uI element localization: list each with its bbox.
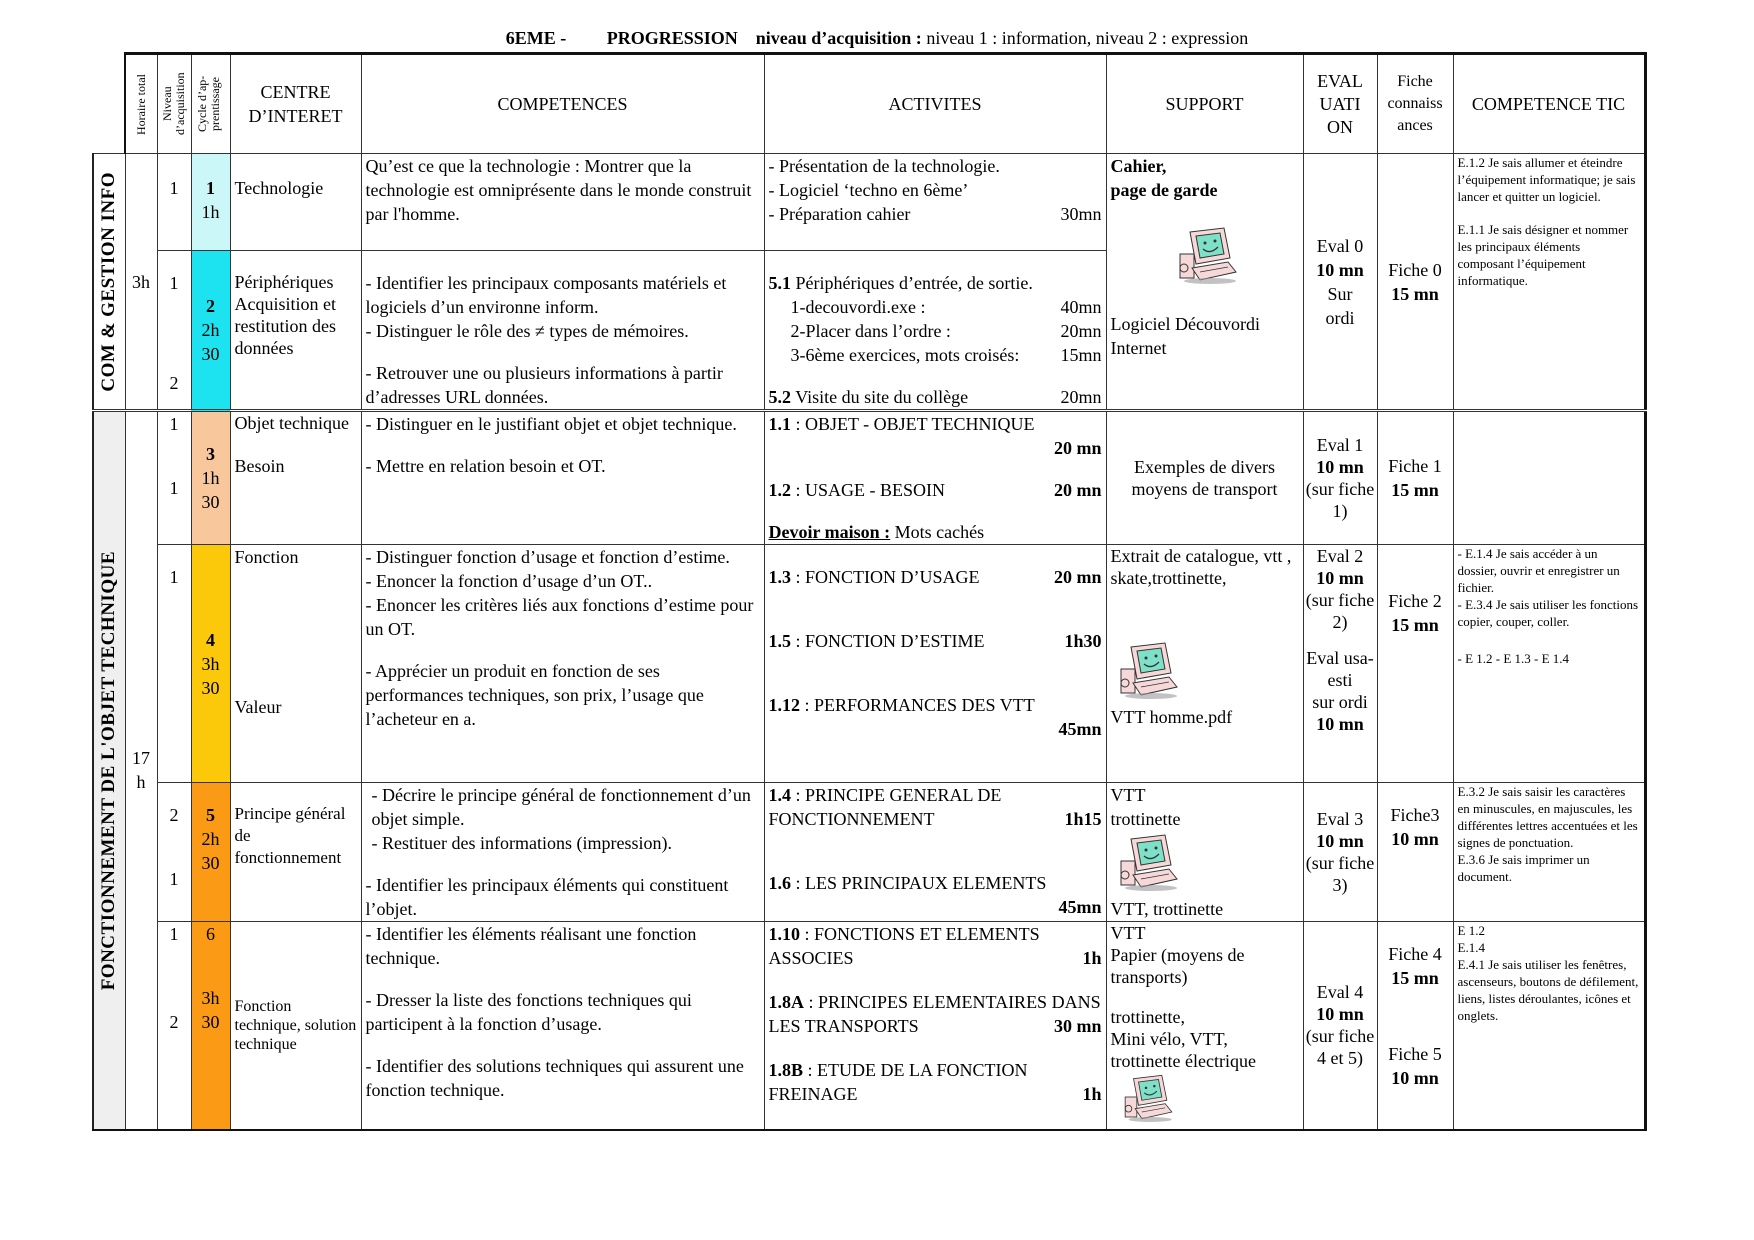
support-cell: VTT trottinette VTT, trottinette — [1106, 783, 1303, 922]
tic-cell: - E.1.4 Je sais accéder à un dossier, ouvrir et enregistrer un fichier. - E.3.4 Je sais utiliser les fonctions copier, couper, coller. - E 1.2 - E 1.3 - E 1.4 — [1453, 545, 1645, 783]
header-horaire: Horaire total — [133, 73, 148, 135]
title-level-text: niveau 1 : information, niveau 2 : expression — [926, 28, 1249, 48]
fiche-4-5-cell: Fiche 4 15 mn Fiche 5 10 mn — [1377, 922, 1453, 1130]
fiche-3-cell: Fiche3 10 mn — [1377, 783, 1453, 922]
progression-table — [92, 52, 1647, 1131]
block-fonctionnement: FONCTIONNEMENT DE L'OBJET TECHNIQUE — [93, 411, 125, 1130]
centre-peripheriques: Périphériques Acquisition et restitution des données — [230, 251, 361, 411]
block-hours-com: 3h — [125, 154, 157, 411]
niveau-cell: 1 1 — [157, 411, 191, 545]
header-support: SUPPORT — [1106, 54, 1303, 154]
computer-clipart-icon — [1170, 224, 1240, 284]
cycle-5-cell: 5 2h 30 — [191, 783, 230, 922]
page-title — [0, 28, 1754, 48]
niveau-cell: 1 2 — [157, 922, 191, 1130]
competence-cell: - Distinguer fonction d’usage et fonction d’estime. - Enoncer la fonction d’usage d’un OT.. - Enoncer les critères liés aux fonctions d’estime pour un OT. - Apprécier un produit en fonction de ses performances techniques, son prix, l’usage que l’acheteur en a. — [361, 545, 764, 783]
block-hours-fonct: 17 h — [125, 411, 157, 1130]
centre-fonction: Fonction Valeur — [230, 545, 361, 783]
cycle-3-cell: 3 1h 30 — [191, 411, 230, 545]
niveau-cell: 1 2 — [157, 251, 191, 411]
title-progression: PROGRESSION — [606, 28, 738, 48]
niveau-cell: 1 — [157, 154, 191, 251]
centre-fonction-technique: Fonction technique, solution technique — [230, 922, 361, 1130]
eval-0-cell: Eval 0 10 mn Sur ordi — [1303, 154, 1377, 411]
block-com-gestion: COM & GESTION INFO — [93, 154, 125, 411]
support-cell: Extrait de catalogue, vtt , skate,trottinette, VTT homme.pdf — [1106, 545, 1303, 783]
tic-cell: E.3.2 Je sais saisir les caractères en minuscules, en majuscules, les différentes lettres accentuées et les signes de ponctuation. E.3.6 Je sais imprimer un document. — [1453, 783, 1645, 922]
tic-cell: E 1.2 E.1.4 E.4.1 Je sais utiliser les fenêtres, ascenseurs, boutons de défilement, liens, listes déroulantes, icônes et onglets. — [1453, 922, 1645, 1130]
competence-cell: - Identifier les principaux composants matériels et logiciels d’un environne inform. - Distinguer le rôle des ≠ types de mémoires. - Retrouver une ou plusieurs informations à partir d’adresses URL données. — [361, 251, 764, 411]
support-cell: Cahier, page de garde Logiciel Découvordi Internet — [1106, 154, 1303, 411]
cycle-2-cell: 2 2h 30 — [191, 251, 230, 411]
computer-clipart-icon — [1111, 1072, 1181, 1122]
cycle-6-cell: 6 3h 30 — [191, 922, 230, 1130]
support-cell: VTT Papier (moyens de transports) trottinette, Mini vélo, VTT, trottinette électrique — [1106, 922, 1303, 1130]
eval-2-cell: Eval 2 10 mn (sur fiche 2) Eval usa-esti sur ordi 10 mn — [1303, 545, 1377, 783]
eval-4-cell: Eval 4 10 mn (sur fiche 4 et 5) — [1303, 922, 1377, 1130]
fiche-0-cell: Fiche 0 15 mn — [1377, 154, 1453, 411]
competence-cell: - Distinguer en le justifiant objet et objet technique. - Mettre en relation besoin et OT. — [361, 411, 764, 545]
header-activites: ACTIVITES — [764, 54, 1106, 154]
computer-clipart-icon — [1111, 831, 1181, 891]
activites-cell: 1.10 : FONCTIONS ET ELEMENTS ASSOCIES 1h 1.8A : PRINCIPES ELEMENTAIRES DANS LES TRANSPORTS 30 mn 1.8B : ETUDE DE LA FONCTION FREINAGE 1h — [764, 922, 1106, 1130]
title-grade: 6EME - — [505, 28, 567, 48]
activites-cell: 5.1 Périphériques d’entrée, de sortie. 1-decouvordi.exe : 40mn 2-Placer dans l’ordre : 20mn 3-6ème exercices, mots croisés: 15mn 5.2 Visite du site du collège 20mn — [764, 251, 1106, 411]
tic-cell-empty — [1453, 411, 1645, 545]
eval-1-cell: Eval 1 10 mn (sur fiche 1) — [1303, 411, 1377, 545]
centre-principe: Principe général de fonctionnement — [230, 783, 361, 922]
activites-cell: 1.1 : OBJET - OBJET TECHNIQUE 20 mn 1.2 : USAGE - BESOIN 20 mn Devoir maison : Mots cachés — [764, 411, 1106, 545]
activity-logiciel-techno: - Logiciel ‘techno en 6ème’ — [768, 180, 969, 200]
competence-cell: - Décrire le principe général de fonctionnement d’un objet simple. - Restituer des informations (impression). - Identifier les principaux éléments qui constituent l’objet. — [361, 783, 764, 922]
centre-technologie: Technologie — [230, 154, 361, 251]
centre-objet-technique: Objet technique Besoin — [230, 411, 361, 545]
competence-cell: - Identifier les éléments réalisant une fonction technique. - Dresser la liste des fonctions techniques qui participent à la fonction d’usage. - Identifier des solutions techniques qui assurent une fonction technique. — [361, 922, 764, 1130]
niveau-cell: 1 — [157, 545, 191, 783]
tic-cell: E.1.2 Je sais allumer et éteindre l’équipement informatique; je sais lancer et quitter un logiciel. E.1.1 Je sais désigner et nommer les principaux éléments composant l’équipement informatique. — [1453, 154, 1645, 411]
cycle-4-cell: 4 3h 30 — [191, 545, 230, 783]
fiche-1-cell: Fiche 1 15 mn — [1377, 411, 1453, 545]
header-tic: COMPETENCE TIC — [1453, 54, 1645, 154]
activites-cell: - Présentation de la technologie. - Logiciel ‘techno en 6ème’ - Préparation cahier 30mn — [764, 154, 1106, 251]
fiche-2-cell: Fiche 2 15 mn — [1377, 545, 1453, 783]
title-level-label: niveau d’acquisition : — [755, 28, 922, 48]
niveau-cell: 2 1 — [157, 783, 191, 922]
header-evaluation: EVAL UATI ON — [1303, 54, 1377, 154]
support-cell: Exemples de divers moyens de transport — [1106, 411, 1303, 545]
header-centre: CENTRE D’INTERET — [230, 54, 361, 154]
computer-clipart-icon — [1111, 639, 1181, 699]
eval-3-cell: Eval 3 10 mn (sur fiche 3) — [1303, 783, 1377, 922]
header-competences: COMPETENCES — [361, 54, 764, 154]
header-fiche: Fiche connaiss ances — [1377, 54, 1453, 154]
competence-cell: Qu’est ce que la technologie : Montrer que la technologie est omniprésente dans le monde construit par l'homme. — [361, 154, 764, 251]
header-niveau: Niveau d’acquisition — [160, 72, 187, 136]
cycle-1-cell: 1 1h — [191, 154, 230, 251]
header-cycle: Cycle d’ap-prentissage — [194, 75, 222, 133]
activites-cell: 1.4 : PRINCIPE GENERAL DE FONCTIONNEMENT 1h15 1.6 : LES PRINCIPAUX ELEMENTS 45mn — [764, 783, 1106, 922]
activites-cell: 1.3 : FONCTION D’USAGE 20 mn 1.5 : FONCTION D’ESTIME 1h30 1.12 : PERFORMANCES DES VTT 45mn — [764, 545, 1106, 783]
